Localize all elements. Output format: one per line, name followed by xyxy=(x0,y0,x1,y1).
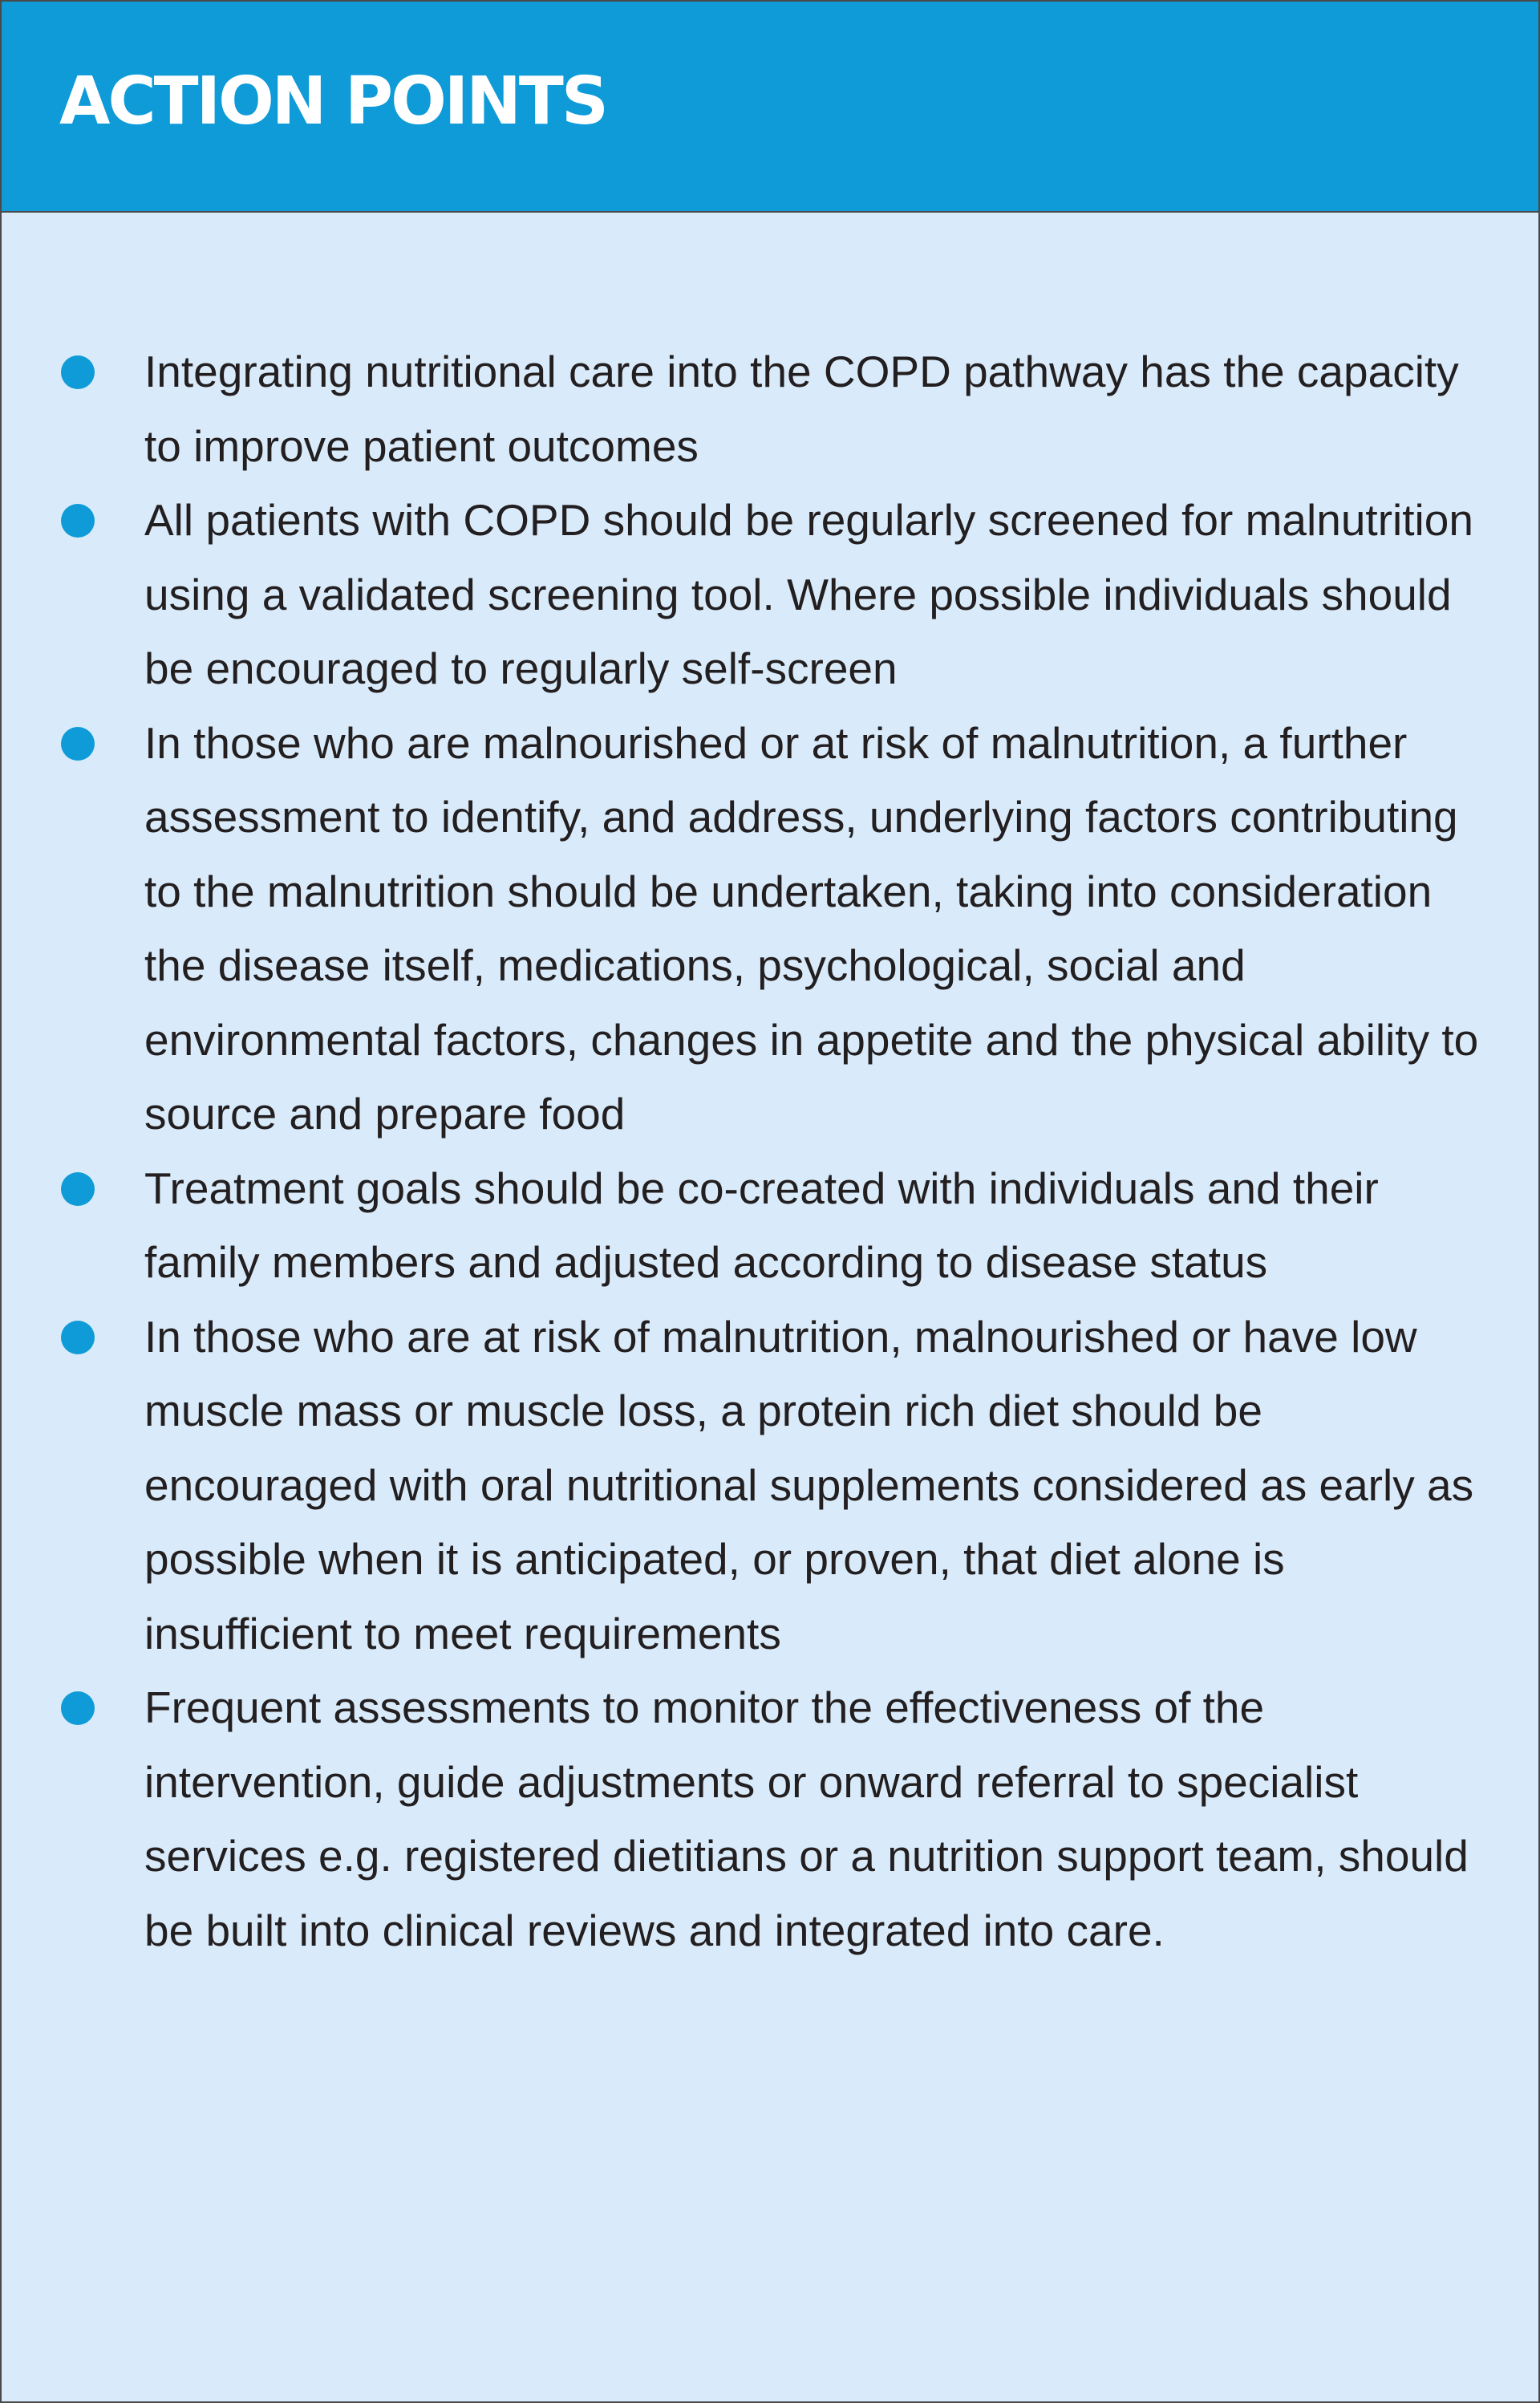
box-title: ACTION POINTS xyxy=(59,63,606,140)
bullet-dot-icon xyxy=(61,1172,95,1206)
bullet-dot-icon xyxy=(61,1321,95,1354)
action-point-item xyxy=(2,706,1484,1151)
action-point-text: Integrating nutritional care into the COPD pathway has the capacity to improve patient outcomes xyxy=(144,347,1459,471)
bullet-dot-icon xyxy=(61,727,95,761)
action-point-item xyxy=(2,483,1484,706)
bullet-dot-icon xyxy=(61,355,95,389)
bullet-dot-icon xyxy=(61,1691,95,1725)
action-point-text: All patients with COPD should be regularly screened for malnutrition using a validated screening tool. Where possible individuals should be encouraged to regularly self-screen xyxy=(144,495,1473,693)
action-point-text: In those who are at risk of malnutrition, malnourished or have low muscle mass or muscle loss, a protein rich diet should be encouraged with oral nutritional supplements considered as early as possible when it is anticipated, or proven, that diet alone is insufficient to meet requirements xyxy=(144,1311,1474,1658)
action-point-item xyxy=(2,335,1484,483)
header-bar xyxy=(2,2,1538,213)
action-point-text: Frequent assessments to monitor the effectiveness of the intervention, guide adjustments or onward referral to specialist services e.g. registered dietitians or a nutrition support team, should be built into clinical reviews and integrated into care. xyxy=(144,1683,1469,1955)
action-point-text: In those who are malnourished or at risk of malnutrition, a further assessment to identify, and address, underlying factors contributing to the malnutrition should be undertaken, taking into consideration the disease itself, medications, psychological, social and environmental factors, changes in appetite and the physical ability to source and prepare food xyxy=(144,717,1479,1139)
action-point-item xyxy=(2,1300,1484,1671)
action-point-text: Treatment goals should be co-created with individuals and their family members and adjusted according to disease status xyxy=(144,1163,1379,1287)
action-points-list xyxy=(2,335,1484,1967)
bullet-dot-icon xyxy=(61,504,95,538)
action-point-item xyxy=(2,1151,1484,1300)
action-point-item xyxy=(2,1670,1484,1967)
